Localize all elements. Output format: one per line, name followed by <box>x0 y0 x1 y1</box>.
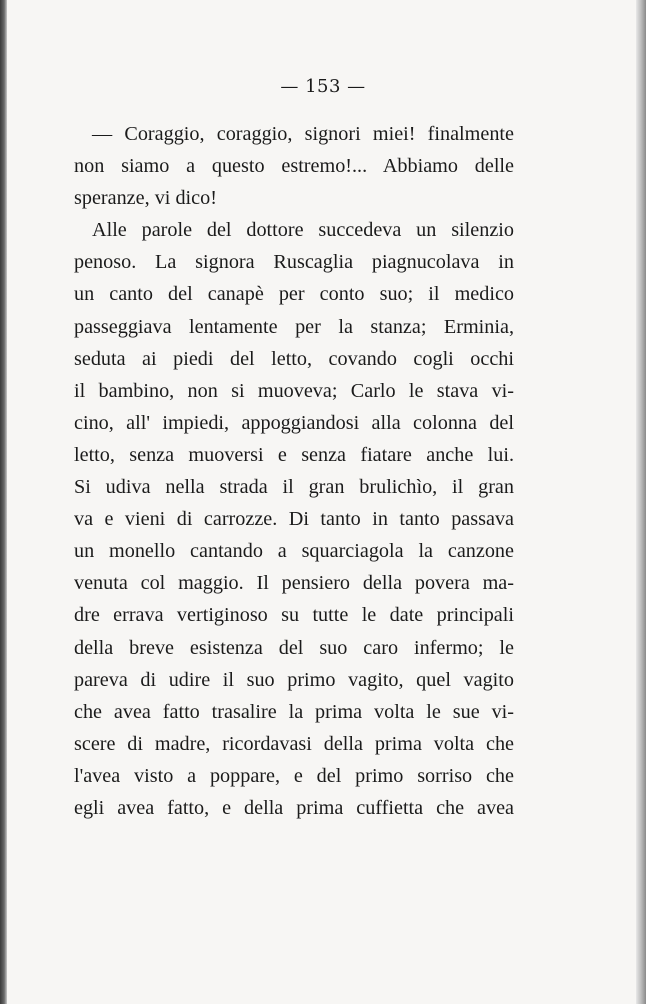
text-line: passeggiava lentamente per la stanza; Erminia, <box>74 315 514 338</box>
body-text <box>74 118 514 824</box>
text-line: pareva di udire il suo primo vagito, quel vagito <box>74 668 514 691</box>
text-line: egli avea fatto, e della prima cuffietta che avea <box>74 796 514 819</box>
text-line: venuta col maggio. Il pensiero della povera ma- <box>74 572 514 595</box>
text-line: seduta ai piedi del letto, covando cogli occhi <box>74 347 514 370</box>
text-line: scere di madre, ricordavasi della prima volta che <box>74 732 514 755</box>
text-line: cino, all' impiedi, appoggiandosi alla colonna del <box>74 411 514 434</box>
page-left-edge-shadow <box>0 0 7 1004</box>
page-right-edge-shadow <box>636 0 646 1004</box>
text-line: penoso. La signora Ruscaglia piagnucolava in <box>74 251 514 274</box>
text-line: non siamo a questo estremo!... Abbiamo delle <box>74 155 514 178</box>
text-line: letto, senza muoversi e senza fiatare anche lui. <box>74 443 514 466</box>
text-line: un canto del canapè per conto suo; il medico <box>74 283 514 306</box>
page-number: — 153 — <box>280 76 366 97</box>
text-line: Alle parole del dottore succedeva un silenzio <box>92 219 514 242</box>
text-line: dre errava vertiginoso su tutte le date principali <box>74 604 514 627</box>
text-line: un monello cantando a squarciagola la canzone <box>74 540 514 563</box>
text-line: l'avea visto a poppare, e del primo sorriso che <box>74 764 514 787</box>
text-line: speranze, vi dico! <box>74 187 217 210</box>
text-line: che avea fatto trasalire la prima volta le sue vi- <box>74 700 514 723</box>
text-line: Si udiva nella strada il gran brulichìo, il gran <box>74 476 514 499</box>
text-line: il bambino, non si muoveva; Carlo le stava vi- <box>74 379 514 402</box>
text-line: — Coraggio, coraggio, signori miei! finalmente <box>92 123 514 145</box>
text-line: della breve esistenza del suo caro infermo; le <box>74 636 514 659</box>
text-line: va e vieni di carrozze. Di tanto in tanto passava <box>74 508 514 531</box>
